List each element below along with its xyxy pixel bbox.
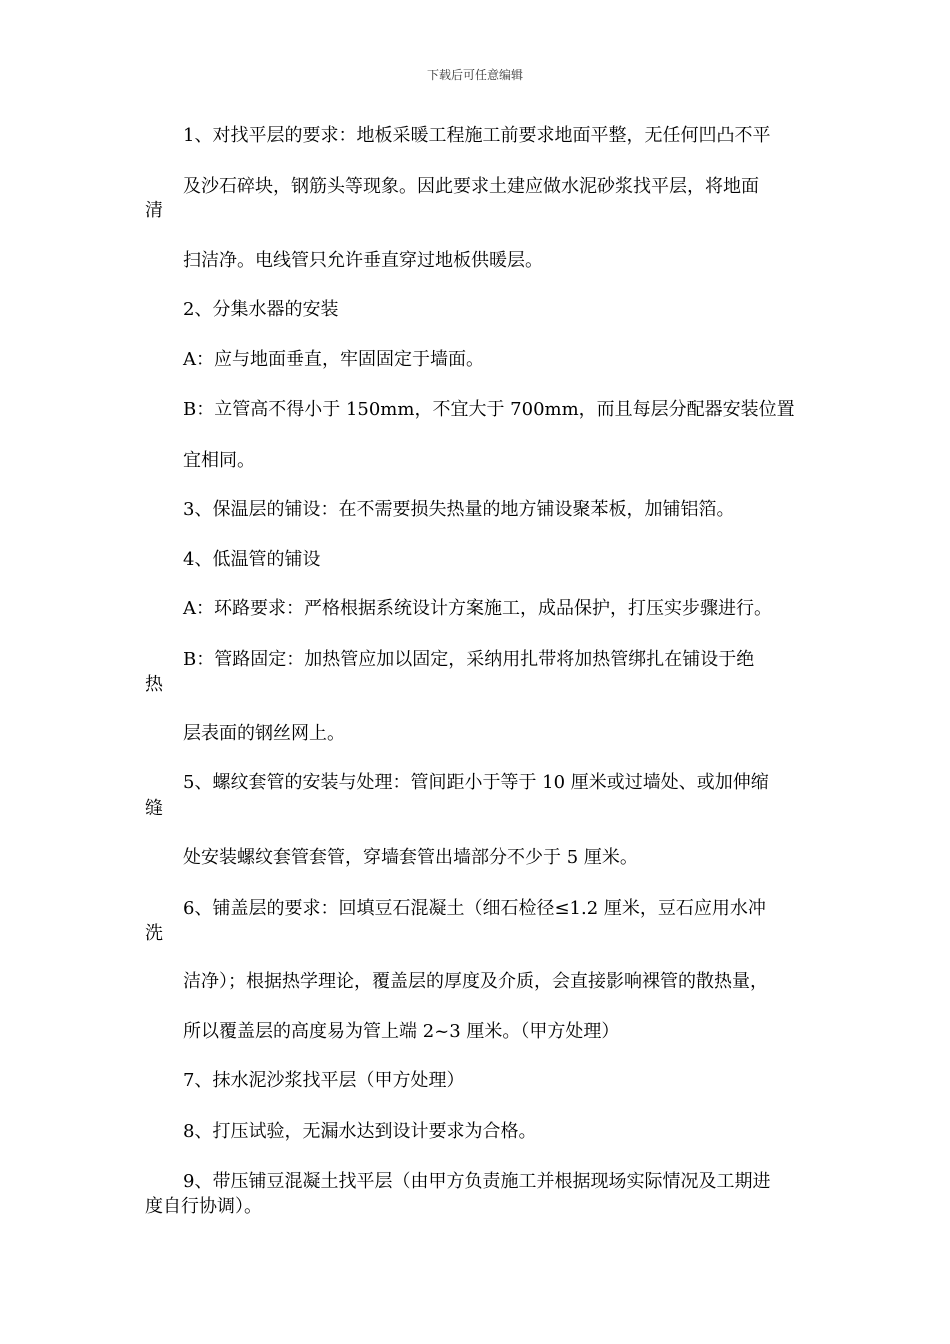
paragraph-line: 9、带压铺豆混凝土找平层（由甲方负责施工并根据现场实际情况及工期进 xyxy=(183,1171,771,1192)
paragraph-line: 4、低温管的铺设 xyxy=(183,549,321,570)
paragraph-line: 6、铺盖层的要求：回填豆石混凝土（细石检径≤1.2 厘米，豆石应用水冲 xyxy=(183,898,766,919)
paragraph-line: 处安装螺纹套管套管，穿墙套管出墙部分不少于 5 厘米。 xyxy=(183,847,638,868)
paragraph-line: 2、分集水器的安装 xyxy=(183,299,339,320)
paragraph-line: B：管路固定：加热管应加以固定，采纳用扎带将加热管绑扎在铺设于绝 xyxy=(183,649,755,670)
paragraph-line: A：环路要求：严格根据系统设计方案施工，成品保护，打压实步骤进行。 xyxy=(183,598,772,619)
paragraph-line: 7、抹水泥沙浆找平层（甲方处理） xyxy=(183,1070,465,1091)
paragraph-line: 及沙石碎块，钢筋头等现象。因此要求土建应做水泥砂浆找平层，将地面 xyxy=(183,176,759,197)
paragraph-line: A：应与地面垂直，牢固固定于墙面。 xyxy=(183,349,484,370)
paragraph-line: 热 xyxy=(145,674,163,695)
paragraph-line: 洁净）；根据热学理论，覆盖层的厚度及介质，会直接影响裸管的散热量， xyxy=(183,971,768,992)
page-header: 下载后可任意编辑 xyxy=(426,68,523,82)
paragraph-line: 扫洁净。电线管只允许垂直穿过地板供暖层。 xyxy=(183,250,543,271)
paragraph-line: 8、打压试验，无漏水达到设计要求为合格。 xyxy=(183,1121,537,1142)
paragraph-line: 1、对找平层的要求：地板采暖工程施工前要求地面平整，无任何凹凸不平 xyxy=(183,125,771,146)
paragraph-line: 清 xyxy=(145,200,163,221)
paragraph-line: 所以覆盖层的高度易为管上端 2~3 厘米。（甲方处理） xyxy=(183,1021,620,1042)
paragraph-line: 洗 xyxy=(145,923,163,944)
paragraph-line: B：立管高不得小于 150mm，不宜大于 700mm，而且每层分配器安装位置 xyxy=(183,399,795,420)
paragraph-line: 层表面的钢丝网上。 xyxy=(183,723,345,744)
paragraph-line: 5、螺纹套管的安装与处理：管间距小于等于 10 厘米或过墙处、或加伸缩 xyxy=(183,772,769,793)
paragraph-line: 度自行协调）。 xyxy=(145,1196,262,1217)
paragraph-line: 3、保温层的铺设：在不需要损失热量的地方铺设聚苯板，加铺铝箔。 xyxy=(183,499,735,520)
paragraph-line: 宜相同。 xyxy=(183,450,255,471)
paragraph-line: 缝 xyxy=(145,798,163,819)
